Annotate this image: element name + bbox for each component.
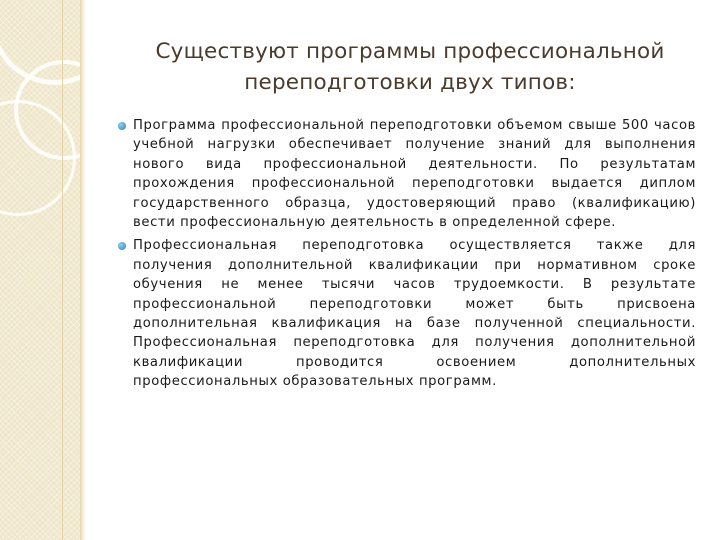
bullet-dot-icon (118, 242, 126, 250)
bullet-item-1 (118, 116, 696, 232)
slide-title (118, 36, 702, 98)
slide-title-line-2: переподготовки двух типов: (244, 70, 576, 95)
slide-title-line-1: Существуют программы профессиональной (155, 39, 665, 64)
bullet-text-2: Профессиональная переподготовка осуществляется также для получения дополнительной квалификации при нормативном сроке обучения не менее тысячи часов трудоемкости. В результате профессиональной переподготовки может быть присвоена дополнительная квалификация на базе полученной специальности. Профессиональная переподготовка для получения дополнительной квалификации проводится освоением дополнительных профессиональных образовательных программ. (133, 238, 696, 390)
decorative-side-band (0, 0, 80, 540)
bullet-text-1: Программа профессиональной переподготовки объемом свыше 500 часов учебной нагрузки обеспечивает получение знаний для выполнения нового вида профессиональной деятельности. По результатам прохождения профессиональной переподготовки выдается диплом государственного образца, удостоверяющий право (квалификацию) вести профессиональную деятельность в определенной сфере. (133, 118, 696, 231)
bullet-list (118, 116, 696, 396)
bullet-item-2 (118, 236, 696, 391)
bullet-dot-icon (118, 122, 126, 130)
band-divider (62, 0, 63, 540)
band-edge (80, 0, 86, 540)
